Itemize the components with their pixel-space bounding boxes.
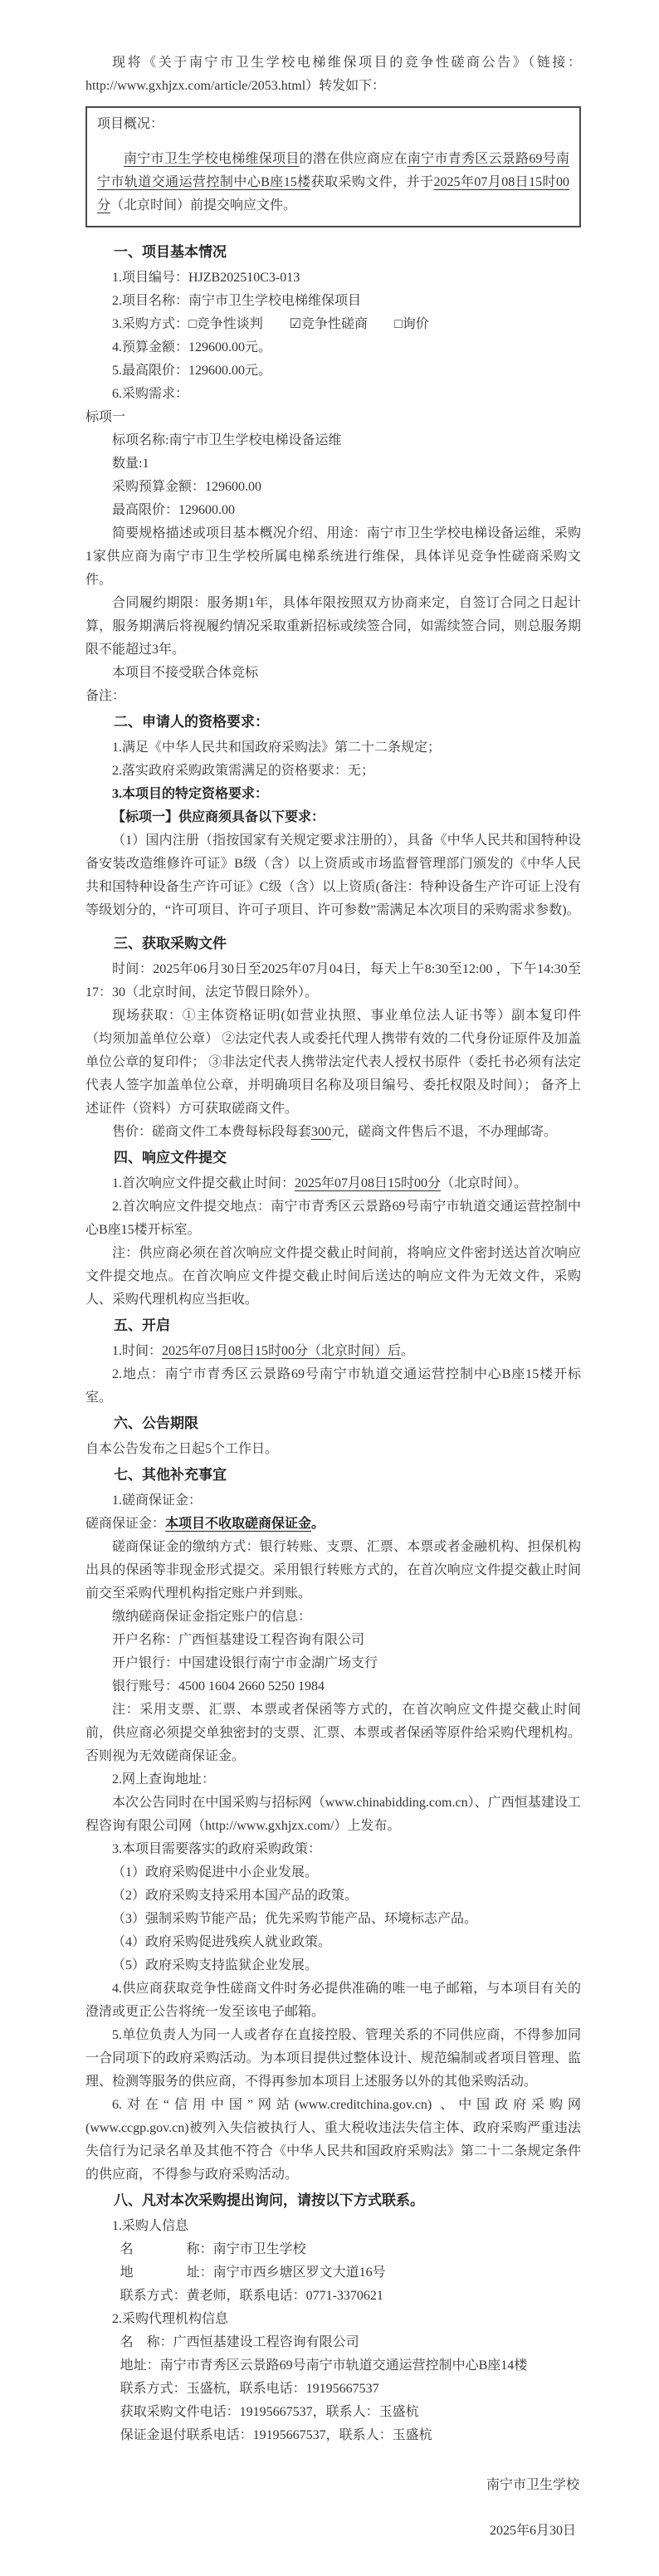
paragraph: 自本公告发布之日起5个工作日。 bbox=[85, 1442, 279, 1456]
text-segment: 。 bbox=[311, 1517, 325, 1531]
paragraph: 磋商保证金的缴纳方式：银行转账、支票、汇票、本票或者金融机构、担保机构出具的保函等非现金形式提交。采用银行转账方式的，在首次响应文件提交截止时间前交至采购代理机构指定账户并到账。 bbox=[85, 1540, 581, 1601]
paragraph: 缴纳磋商保证金指定账户的信息： bbox=[112, 1610, 312, 1624]
text-segment: 元，磋商文件售后不退，不办理邮寄。 bbox=[331, 1125, 558, 1139]
section-heading: 二、申请人的资格要求： bbox=[114, 714, 269, 730]
paragraph: （1）国内注册（指按国家有关规定要求注册的），具备《中华人民共和国特种设备安装改造维修许可证》B级（含）以上资质或市场监督管理部门颁发的《中华人民共和国特种设备生产许可证》C级（含）以上资质(备注：特种设备生产许可证上没有等级划分的，“许可项目、许可子项目、许可参数”需满足本次项目的采购需求参数)。 bbox=[85, 833, 581, 917]
project-overview-paragraph bbox=[97, 148, 569, 218]
issue-date: 2025年6月30日 bbox=[489, 2524, 576, 2538]
section-heading: 一、项目基本情况 bbox=[114, 244, 227, 260]
paragraph: 2.网上查询地址： bbox=[112, 1772, 216, 1787]
paragraph: 地址：南宁市青秀区云景路69号南宁市轨道交通运营控制中心B座14楼 bbox=[120, 2358, 528, 2373]
paragraph: 开户银行：中国建设银行南宁市金湖广场支行 bbox=[112, 1656, 378, 1670]
paragraph: 1.磋商保证金： bbox=[112, 1493, 203, 1508]
paragraph: 数量:1 bbox=[112, 457, 149, 471]
paragraph: 标项一 bbox=[85, 410, 126, 424]
paragraph: 联系方式：黄老师，联系电话：0771-3370621 bbox=[120, 2289, 383, 2303]
paragraph: 最高限价：129600.00 bbox=[112, 503, 236, 517]
checkbox-unchecked-icon: □ bbox=[188, 317, 197, 331]
paragraph: 时间：2025年06月30日至2025年07月04日，每天上午8:30至12:00 ，下午14:30至17：30（北京时间，法定节假日除外）。 bbox=[85, 962, 581, 1000]
paragraph: 2.采购代理机构信息 bbox=[112, 2312, 229, 2326]
paragraph: 注：供应商必须在首次响应文件提交截止时间前，将响应文件密封送达首次响应文件提交地点。在首次响应文件提交截止时间后送达的响应文件为无效文件，采购人、采购代理机构应当拒收。 bbox=[85, 1246, 581, 1307]
paragraph bbox=[85, 1121, 581, 1144]
paragraph: 2.地点：南宁市青秀区云景路69号南宁市轨道交通运营控制中心B座15楼开标室。 bbox=[85, 1367, 581, 1405]
paragraph: 采购预算金额：129600.00 bbox=[112, 480, 262, 494]
text-segment: 本项目不收取磋商保证金 bbox=[165, 1517, 312, 1531]
text-segment: （北京时间）。 bbox=[441, 1176, 528, 1190]
paragraph: 名 称：广西恒基建设工程咨询有限公司 bbox=[120, 2335, 359, 2349]
paragraph bbox=[85, 1340, 581, 1363]
paragraph: 2.首次响应文件提交地点：南宁市青秀区云景路69号南宁市轨道交通运营控制中心B座15楼开标室。 bbox=[85, 1200, 581, 1237]
text-segment: 的潜在供应商应在 bbox=[299, 152, 408, 166]
paragraph: 4.预算金额：129600.00元。 bbox=[112, 340, 272, 354]
issuing-organization: 南宁市卫生学校 bbox=[486, 2478, 579, 2492]
text-segment: 2025年07月08日15时00分 bbox=[97, 175, 569, 213]
paragraph: 2.落实政府采购政策需满足的资格要求：无； bbox=[112, 764, 375, 778]
text-segment: 竞争性磋商 bbox=[301, 317, 395, 331]
section-heading: 三、获取采购文件 bbox=[114, 936, 227, 951]
text-segment: 售价：磋商文件工本费每标段每套 bbox=[112, 1125, 312, 1139]
paragraph bbox=[85, 1172, 581, 1195]
project-overview-box bbox=[85, 106, 581, 227]
paragraph: （1）政府采购促进中小企业发展。 bbox=[112, 1865, 319, 1879]
paragraph: 5.单位负责人为同一人或者存在直接控股、管理关系的不同供应商，不得参加同一合同项下的政府采购活动。为本项目提供过整体设计、规范编制或者项目管理、监理、检测等服务的供应商，不得再参加本项目上述服务以外的其他采购活动。 bbox=[85, 2028, 581, 2089]
paragraph: 3.本项目需要落实的政府采购政策： bbox=[112, 1842, 322, 1856]
paragraph: 地 址：南宁市西乡塘区罗文大道16号 bbox=[120, 2266, 386, 2280]
text-segment: 1.时间： bbox=[112, 1344, 163, 1358]
text-segment: 2025年07月08日15时00分 bbox=[295, 1176, 442, 1190]
section-heading: 七、其他补充事宜 bbox=[114, 1467, 227, 1483]
section-heading: 四、响应文件提交 bbox=[114, 1150, 227, 1166]
paragraph: 获取采购文件电话：19195667537，联系人：玉盛杭 bbox=[120, 2405, 419, 2419]
paragraph: 1.采购人信息 bbox=[112, 2219, 189, 2233]
paragraph: 3.本项目的特定资格要求： bbox=[112, 787, 269, 801]
text-segment: 南宁市青秀区云景路69号南宁市轨道交通运营控制中心B座15楼 bbox=[97, 152, 569, 189]
paragraph: 【标项一】供应商须具备以下要求： bbox=[112, 810, 325, 824]
paragraph: 备注： bbox=[85, 689, 126, 703]
paragraph: 1.满足《中华人民共和国政府采购法》第二十二条规定； bbox=[112, 741, 442, 755]
paragraph: 标项名称:南宁市卫生学校电梯设备运维 bbox=[112, 433, 342, 447]
paragraph bbox=[85, 313, 581, 336]
text-segment: 300 bbox=[311, 1125, 332, 1139]
section-heading: 八、凡对本次采购提出询问，请按以下方式联系。 bbox=[114, 2192, 424, 2208]
paragraph: 1.项目编号：HJZB202510C3-013 bbox=[112, 271, 300, 285]
paragraph: 名 称：南宁市卫生学校 bbox=[120, 2242, 306, 2256]
checkbox-checked-icon: ☑ bbox=[289, 317, 302, 331]
text-segment: 获取采购文件，并于 bbox=[310, 175, 434, 189]
paragraph: 6.对在“信用中国”网站(www.creditchina.gov.cn) 、中国政府采购网(www.ccgp.gov.cn)被列入失信被执行人、重大税收违法失信主体、政府采购严重违法失信行为记录名单及其他不符合《中华人民共和国政府采购法》第二十二条规定条件的供应商，不得参与政府采购活动。 bbox=[85, 2098, 581, 2182]
paragraph: 简要规格描述或项目基本概况介绍、用途：南宁市卫生学校电梯设备运维，采购1家供应商为南宁市卫生学校所属电梯系统进行维保，具体详见竞争性磋商采购文件。 bbox=[85, 526, 581, 587]
paragraph: 5.最高限价：129600.00元。 bbox=[112, 364, 272, 378]
text-segment: 1.首次响应文件提交截止时间： bbox=[112, 1176, 295, 1190]
paragraph: 联系方式：玉盛杭，联系电话：19195667537 bbox=[120, 2382, 379, 2396]
section-heading: 六、公告期限 bbox=[114, 1415, 198, 1431]
paragraph: 2.项目名称：南宁市卫生学校电梯维保项目 bbox=[112, 294, 362, 308]
text-segment: 磋商保证金： bbox=[85, 1517, 166, 1531]
paragraph: 合同履约期限：服务期1年，具体年限按照双方协商来定，自签订合同之日起计算，服务期满后将视履约情况采取重新招标或续签合同，如需续签合同，则总服务期限不能超过3年。 bbox=[85, 596, 581, 657]
paragraph: 开户名称：广西恒基建设工程咨询有限公司 bbox=[112, 1633, 365, 1647]
text-segment: 3.采购方式： bbox=[112, 317, 189, 331]
text-segment: （北京时间）前提交响应文件。 bbox=[110, 198, 297, 213]
checkbox-unchecked-icon: □ bbox=[394, 317, 403, 331]
intro-paragraph: 现将《关于南宁市卫生学校电梯维保项目的竞争性磋商公告》（链接：http://www.gxhjzx.com/article/2053.html）转发如下： bbox=[85, 56, 581, 93]
section-heading: 五、开启 bbox=[114, 1317, 170, 1333]
paragraph: （3）强制采购节能产品；优先采购节能产品、环境标志产品。 bbox=[112, 1912, 478, 1926]
paragraph: 6.采购需求： bbox=[112, 387, 189, 401]
document-footer bbox=[85, 2474, 581, 2543]
paragraph: 注：采用支票、汇票、本票或者保函等方式的，在首次响应文件提交截止时间前，供应商必须提交单独密封的支票、汇票、本票或者保函等原件给采购代理机构。否则视为无效磋商保证金。 bbox=[85, 1703, 581, 1763]
project-overview-label: 项目概况： bbox=[97, 117, 164, 131]
paragraph: （5）政府采购支持监狱企业发展。 bbox=[112, 1958, 319, 1972]
paragraph: （4）政府采购促进残疾人就业政策。 bbox=[112, 1935, 332, 1949]
paragraph: （2）政府采购支持采用本国产品的政策。 bbox=[112, 1889, 359, 1903]
paragraph: 本项目不接受联合体竞标 bbox=[112, 666, 259, 680]
paragraph: 本次公告同时在中国采购与招标网（www.chinabidding.com.cn）、广西恒基建设工程咨询有限公司网（http://www.gxhjzx.com/）上发布。 bbox=[85, 1796, 581, 1833]
paragraph: 4.供应商获取竞争性磋商文件时务必提供准确的唯一电子邮箱，与本项目有关的澄清或更正公告将统一发至该电子邮箱。 bbox=[85, 1982, 581, 2019]
paragraph: 现场获取：①主体资格证明(如营业执照、事业单位法人证书等）副本复印件（均须加盖单位公章） ②法定代表人或委托代理人携带有效的二代身份证原件及加盖单位公章的复印件； ③非法定代表人携带法定代表人授权书原件（委托书必须有法定代表人签字加盖单位公章，并明确项目名称及项目编号、委托权限及时间）； 备齐上述证件（资料）方可获取磋商文件。 bbox=[85, 1009, 581, 1116]
text-segment: 竞争性谈判 bbox=[196, 317, 290, 331]
text-segment: 南宁市卫生学校电梯维保项目 bbox=[124, 152, 300, 166]
paragraph: 保证金退付联系电话：19195667537，联系人：玉盛杭 bbox=[120, 2428, 432, 2442]
paragraph bbox=[85, 1513, 581, 1536]
text-segment: 。 bbox=[401, 1344, 415, 1358]
text-segment: 2025年07月08日15时00分（北京时间）后 bbox=[162, 1344, 402, 1358]
document-body bbox=[85, 241, 581, 2447]
text-segment: 询价 bbox=[402, 317, 429, 331]
paragraph: 银行账号：4500 1604 2660 5250 1984 bbox=[112, 1679, 325, 1694]
